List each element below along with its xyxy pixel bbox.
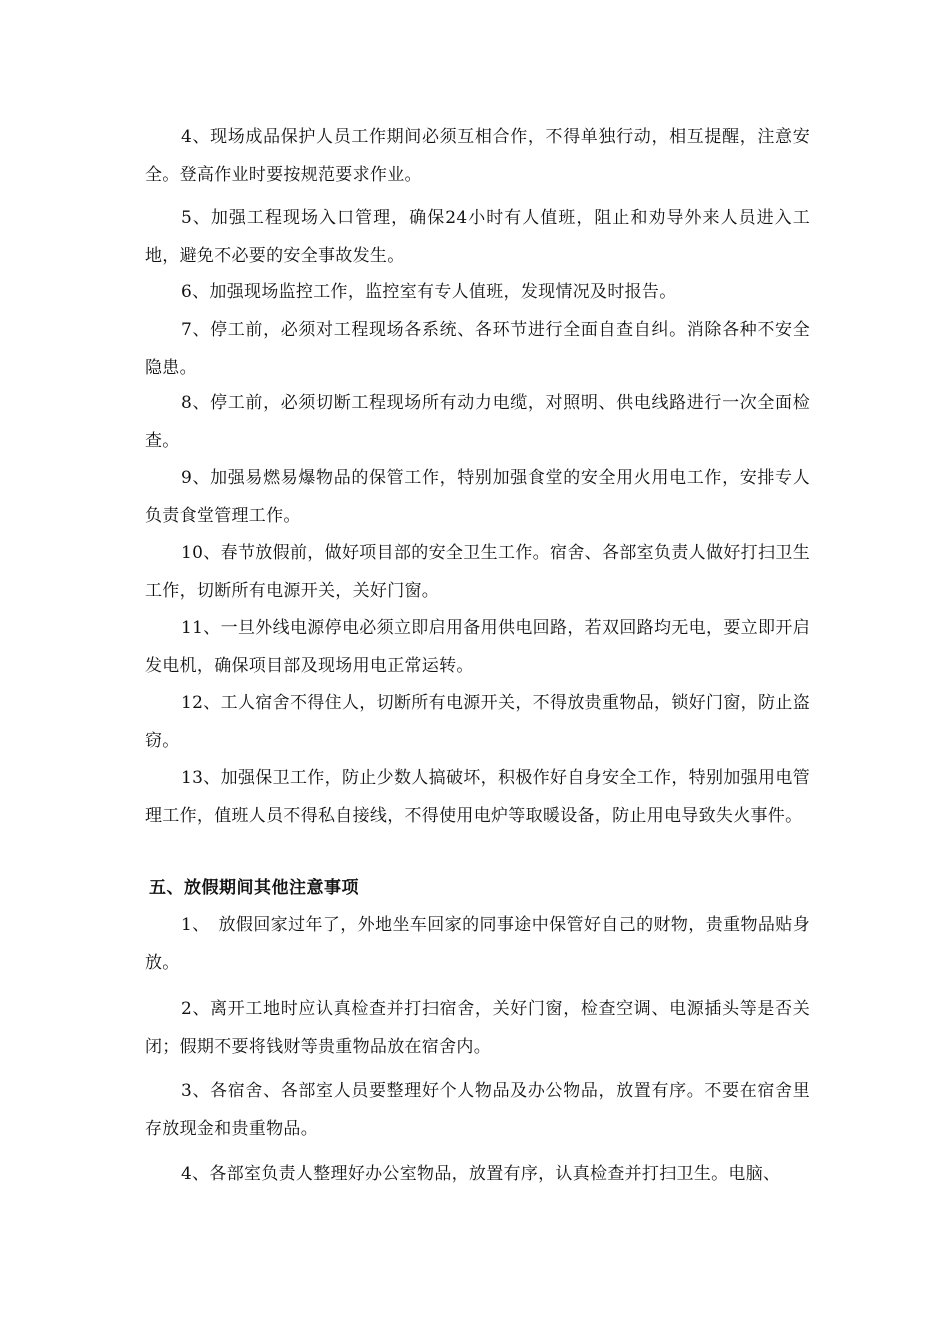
section-item-4: 4、各部室负责人整理好办公室物品，放置有序，认真检查并打扫卫生。电脑、	[181, 1164, 781, 1184]
section-item-3: 3、各宿舍、各部室人员要整理好个人物品及办公物品，放置有序。不要在宿舍里存放现金和贵重物品。	[145, 1081, 810, 1139]
section-item-2: 2、离开工地时应认真检查并打扫宿舍，关好门窗，检查空调、电源插头等是否关闭；假期不要将钱财等贵重物品放在宿舍内。	[145, 999, 810, 1057]
paragraph-item-8: 8、停工前，必须切断工程现场所有动力电缆，对照明、供电线路进行一次全面检查。	[145, 393, 810, 451]
paragraph-item-4: 4、现场成品保护人员工作期间必须互相合作，不得单独行动，相互提醒，注意安全。登高作业时要按规范要求作业。	[145, 127, 810, 185]
paragraph-item-11: 11、一旦外线电源停电必须立即启用备用供电回路，若双回路均无电，要立即开启发电机，确保项目部及现场用电正常运转。	[145, 618, 810, 676]
paragraph-item-9: 9、加强易燃易爆物品的保管工作，特别加强食堂的安全用火用电工作，安排专人负责食堂管理工作。	[145, 468, 810, 526]
paragraph-item-7: 7、停工前，必须对工程现场各系统、各环节进行全面自查自纠。消除各种不安全隐患。	[145, 320, 810, 378]
paragraph-item-12: 12、工人宿舍不得住人，切断所有电源开关，不得放贵重物品，锁好门窗，防止盗窃。	[145, 693, 810, 751]
section-item-1: 1、 放假回家过年了，外地坐车回家的同事途中保管好自己的财物，贵重物品贴身放。	[145, 915, 810, 973]
paragraph-item-5: 5、加强工程现场入口管理，确保24小时有人值班，阻止和劝导外来人员进入工地，避免不必要的安全事故发生。	[145, 208, 810, 266]
paragraph-item-13: 13、加强保卫工作，防止少数人搞破坏，积极作好自身安全工作，特别加强用电管理工作，值班人员不得私自接线，不得使用电炉等取暖设备，防止用电导致失火事件。	[145, 768, 810, 826]
paragraph-item-10: 10、春节放假前，做好项目部的安全卫生工作。宿舍、各部室负责人做好打扫卫生工作，切断所有电源开关，关好门窗。	[145, 543, 810, 601]
section-heading: 五、放假期间其他注意事项	[149, 878, 359, 898]
paragraph-item-6: 6、加强现场监控工作，监控室有专人值班，发现情况及时报告。	[181, 282, 677, 302]
